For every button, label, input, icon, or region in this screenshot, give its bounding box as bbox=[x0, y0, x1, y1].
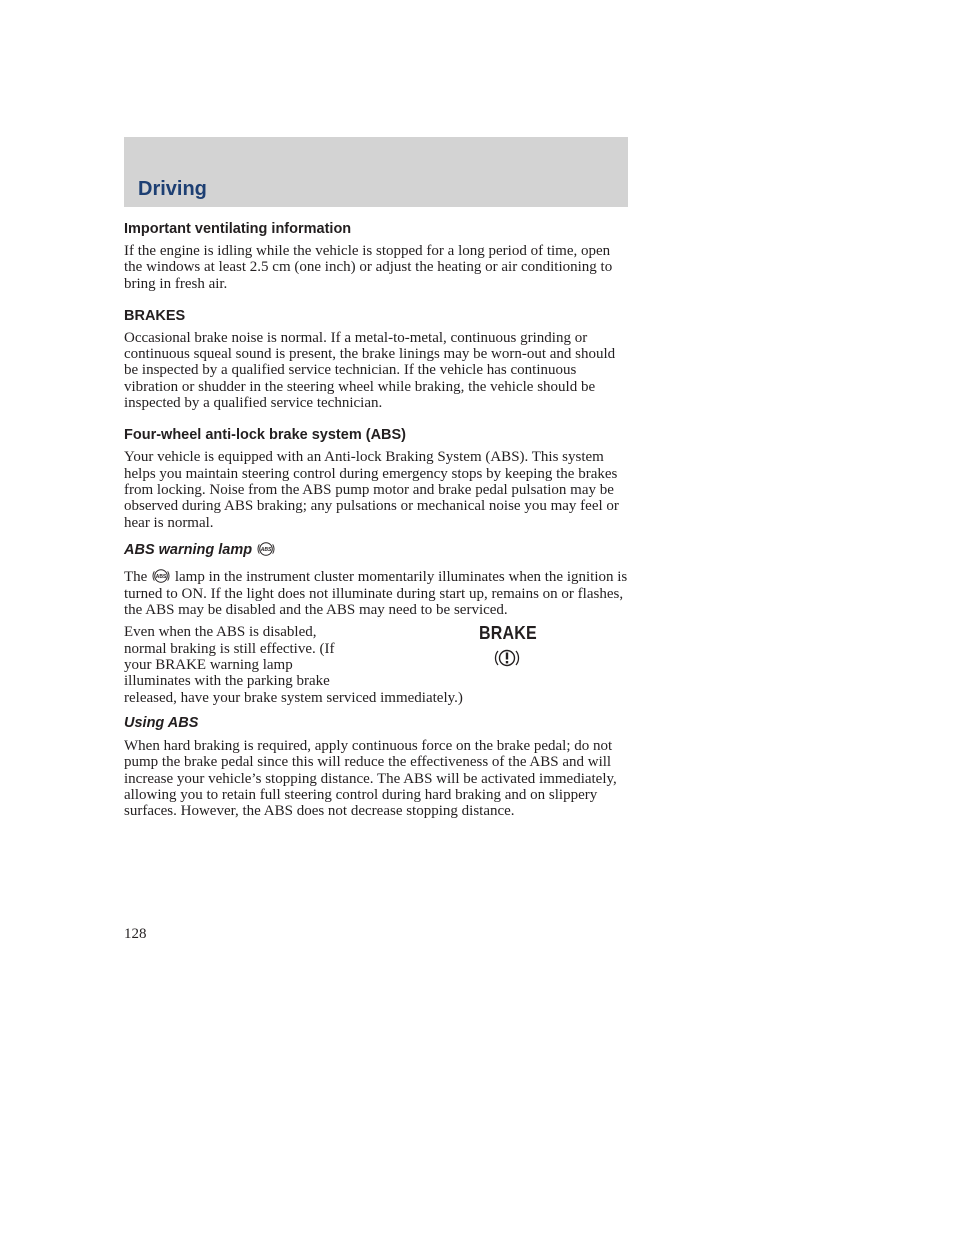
abs-warning-icon bbox=[256, 539, 276, 559]
abs-inline-icon-label: ABS bbox=[155, 573, 167, 580]
heading-abs: Four-wheel anti-lock brake system (ABS) bbox=[124, 427, 407, 444]
brake-text-line-3: your BRAKE warning lamp bbox=[124, 657, 293, 674]
brake-warning-icon bbox=[474, 624, 536, 672]
abs-lamp-text-before: The bbox=[124, 568, 148, 585]
brake-text-line-2: normal braking is still effective. (If bbox=[124, 640, 335, 657]
abs-lamp-text-after: lamp in the instrument cluster momentarily illuminates when the ignition is turned to ON. If the light does not illuminate during start up, remains on or flashes, the ABS may be disabled and the ABS may need to be serviced. bbox=[124, 568, 628, 619]
brake-warning-block bbox=[124, 624, 630, 705]
heading-brakes: BRAKES bbox=[124, 307, 186, 324]
brake-text-line-1: Even when the ABS is disabled, bbox=[124, 624, 317, 641]
paragraph-abs: Your vehicle is equipped with an Anti-lock Braking System (ABS). This system helps you maintain steering control during emergency stops by keeping the brakes from locking. Noise from the ABS pump motor and brake pedal pulsation may be observed during ABS braking; any pulsations or mechanical noise you may feel or hear is normal. bbox=[124, 449, 619, 531]
brake-text-line-5: released, have your brake system serviced immediately.) bbox=[124, 689, 463, 706]
brake-warning-icon-label: BRAKE bbox=[479, 624, 537, 645]
paragraph-brake-warning bbox=[124, 624, 630, 705]
paragraph-ventilating: If the engine is idling while the vehicle is stopped for a long period of time, open the windows at least 2.5 cm (one inch) or adjust the heating or air conditioning to bring in fresh air. bbox=[124, 243, 613, 292]
paragraph-brakes: Occasional brake noise is normal. If a metal-to-metal, continuous grinding or continuous squeal sound is present, the brake linings may be worn-out and should be inspected by a qualified service technician. If the vehicle has continuous vibration or shudder in the steering wheel while braking, the vehicle should be inspected by a qualified service technician. bbox=[124, 329, 616, 412]
abs-inline-icon bbox=[151, 566, 171, 586]
paragraph-abs-lamp bbox=[124, 566, 630, 619]
brake-exclamation-icon bbox=[493, 647, 521, 669]
section-header-band bbox=[124, 137, 628, 207]
paragraph-using-abs: When hard braking is required, apply continuous force on the brake pedal; do not pump the brake pedal since this will reduce the effectiveness of the ABS and will increase your vehicle’s stopping distance. The ABS will be activated immediately, allowing you to retain full steering control during hard braking and on slippery surfaces. However, the ABS does not decrease stopping distance. bbox=[124, 737, 617, 820]
page-content bbox=[124, 219, 630, 819]
abs-warning-icon-label: ABS bbox=[260, 546, 272, 553]
heading-abs-warning-lamp-text: ABS warning lamp bbox=[124, 541, 253, 558]
heading-abs-warning-lamp bbox=[124, 539, 630, 560]
heading-ventilating: Important ventilating information bbox=[124, 221, 352, 237]
section-title: Driving bbox=[138, 178, 207, 200]
brake-text-line-4: illuminates with the parking brake bbox=[124, 673, 330, 690]
heading-using-abs: Using ABS bbox=[124, 714, 199, 731]
page-number: 128 bbox=[124, 926, 147, 942]
